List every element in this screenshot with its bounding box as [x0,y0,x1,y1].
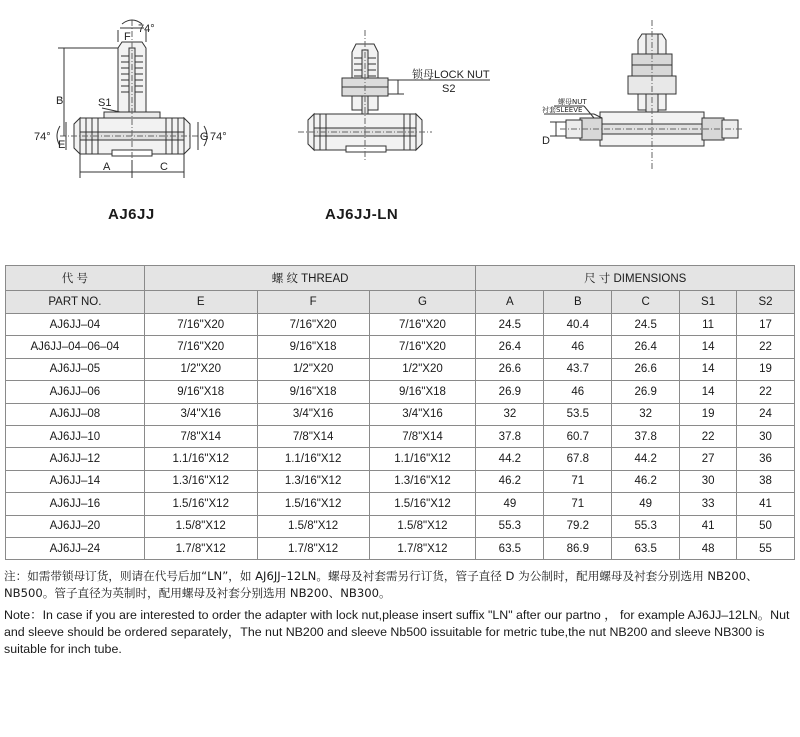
cell: 1.7/8"X12 [369,537,476,559]
cell: 67.8 [544,448,612,470]
header-code: 代 号 [6,266,145,291]
cell: 19 [737,358,795,380]
cell: 26.4 [476,336,544,358]
cell: 1.5/16"X12 [369,493,476,515]
cell: 30 [680,470,737,492]
table-row [6,425,795,447]
cell: 41 [680,515,737,537]
cell: 32 [476,403,544,425]
cell: 53.5 [544,403,612,425]
spec-table [5,265,795,560]
a-label: A [103,161,111,173]
cell: AJ6JJ–10 [6,425,145,447]
table-row [6,515,795,537]
note-english: Note：In case if you are interested to order the adapter with lock nut,please insert suffix "LN" after our partno ， for example AJ6JJ–12LN。Nut and sleeve should be ordered separately，The nut NB200 and sleeve Nb500 issuitable for metric tube,the nut NB200 and sleeve NB300 is suitable for inch tube. [4,608,790,656]
cell: 63.5 [612,537,680,559]
cell: 71 [544,493,612,515]
note-chinese: 注：如需带锁母订货，则请在代号后加“LN”，如 AJ6JJ–12LN。螺母及衬套需另行订货，管子直径 D 为公制时，配用螺母及衬套分别选用 NB200、NB500。管子直径为英制时，配用螺母及衬套分别选用 NB200、NB300。 [4,569,758,600]
cell: 63.5 [476,537,544,559]
cell: 27 [680,448,737,470]
cell: 43.7 [544,358,612,380]
cell: 46 [544,336,612,358]
cell: 48 [680,537,737,559]
cell: 86.9 [544,537,612,559]
table-row [6,403,795,425]
cell: 3/4"X16 [369,403,476,425]
cell: 44.2 [612,448,680,470]
cell: 1/2"X20 [369,358,476,380]
cell: 22 [680,425,737,447]
cell: 7/16"X20 [144,314,257,336]
cell: 7/8"X14 [369,425,476,447]
cell: 7/8"X14 [144,425,257,447]
cell: 7/16"X20 [369,336,476,358]
cell: 26.9 [612,381,680,403]
cell: AJ6JJ–06 [6,381,145,403]
cell: AJ6JJ–04–06–04 [6,336,145,358]
table-row [6,381,795,403]
cell: 24 [737,403,795,425]
col-header: E [144,291,257,314]
cell: 1.3/16"X12 [144,470,257,492]
cell: 7/16"X20 [257,314,369,336]
f-label: F [124,31,131,43]
col-header: F [257,291,369,314]
cell: 1.3/16"X12 [369,470,476,492]
lock-nut-label: 锁母LOCK NUT [412,69,490,81]
drawings-area [0,0,800,255]
cell: 37.8 [612,425,680,447]
angle-left-label: 74° [34,131,51,143]
cell: 1.5/8"X12 [257,515,369,537]
cell: 14 [680,381,737,403]
cell: 1.7/8"X12 [144,537,257,559]
cell: AJ6JJ–12 [6,448,145,470]
cell: 1.7/8"X12 [257,537,369,559]
cell: 44.2 [476,448,544,470]
cell: AJ6JJ–16 [6,493,145,515]
cell: 37.8 [476,425,544,447]
cell: 19 [680,403,737,425]
cell: 1.1/16"X12 [369,448,476,470]
cell: 49 [612,493,680,515]
table-row [6,493,795,515]
cell: 9/16"X18 [144,381,257,403]
cell: 1/2"X20 [144,358,257,380]
cell: 46.2 [476,470,544,492]
cell: 26.6 [612,358,680,380]
cell: 36 [737,448,795,470]
cell: 30 [737,425,795,447]
cell: 9/16"X18 [257,336,369,358]
cell: 7/16"X20 [144,336,257,358]
cell: 7/16"X20 [369,314,476,336]
table-row [6,336,795,358]
cell: 40.4 [544,314,612,336]
cell: 3/4"X16 [257,403,369,425]
cell: 46.2 [612,470,680,492]
cell: AJ6JJ–08 [6,403,145,425]
s1-label: S1 [98,97,112,109]
b-label: B [56,95,64,107]
d-label: D [542,135,550,147]
col-header: B [544,291,612,314]
caption-aj6jj-ln: AJ6JJ-LN [325,206,399,223]
cell: 22 [737,336,795,358]
col-header: S2 [737,291,795,314]
cell: 1.5/16"X12 [144,493,257,515]
cell: AJ6JJ–04 [6,314,145,336]
cell: 71 [544,470,612,492]
cell: 1.5/8"X12 [369,515,476,537]
cell: 1.5/16"X12 [257,493,369,515]
cell: 49 [476,493,544,515]
caption-aj6jj: AJ6JJ [108,206,155,223]
e-label: E [58,139,66,151]
header-dimensions: 尺 寸 DIMENSIONS [476,266,795,291]
cell: AJ6JJ–24 [6,537,145,559]
cell: 14 [680,336,737,358]
cell: 9/16"X18 [257,381,369,403]
cell: 79.2 [544,515,612,537]
header-thread: 螺 纹 THREAD [144,266,476,291]
table-body [6,314,795,560]
cell: 7/8"X14 [257,425,369,447]
sleeve-label: 衬套SLEEVE [542,106,583,114]
cell: 33 [680,493,737,515]
table-row [6,537,795,559]
cell: 9/16"X18 [369,381,476,403]
cell: 1.5/8"X12 [144,515,257,537]
header-part-no: PART NO. [6,291,145,314]
col-header: G [369,291,476,314]
cell: 26.4 [612,336,680,358]
cell: 11 [680,314,737,336]
table-row [6,314,795,336]
cell: 17 [737,314,795,336]
cell: 1.1/16"X12 [144,448,257,470]
cell: 1.1/16"X12 [257,448,369,470]
cell: 41 [737,493,795,515]
cell: 22 [737,381,795,403]
table-row [6,448,795,470]
cell: 50 [737,515,795,537]
cell: 26.9 [476,381,544,403]
cell: 24.5 [612,314,680,336]
cell: 1/2"X20 [257,358,369,380]
col-header: A [476,291,544,314]
nut-label: 螺母NUT [558,98,587,106]
angle-right-label: 74° [210,131,227,143]
c-label: C [160,161,168,173]
col-header: C [612,291,680,314]
cell: 55.3 [612,515,680,537]
cell: 3/4"X16 [144,403,257,425]
cell: 24.5 [476,314,544,336]
cell: AJ6JJ–20 [6,515,145,537]
cell: 1.3/16"X12 [257,470,369,492]
cell: 55 [737,537,795,559]
g-label: G [200,131,209,143]
col-header: S1 [680,291,737,314]
table-row [6,358,795,380]
cell: AJ6JJ–14 [6,470,145,492]
cell: 26.6 [476,358,544,380]
cell: 60.7 [544,425,612,447]
cell: AJ6JJ–05 [6,358,145,380]
drawing-aj6jj [0,0,260,200]
cell: 38 [737,470,795,492]
cell: 55.3 [476,515,544,537]
drawing-aj6jj-ln [280,0,800,200]
angle-top-label: 74° [138,23,155,35]
cell: 46 [544,381,612,403]
cell: 14 [680,358,737,380]
table-row [6,470,795,492]
s2-label: S2 [442,83,456,95]
cell: 32 [612,403,680,425]
